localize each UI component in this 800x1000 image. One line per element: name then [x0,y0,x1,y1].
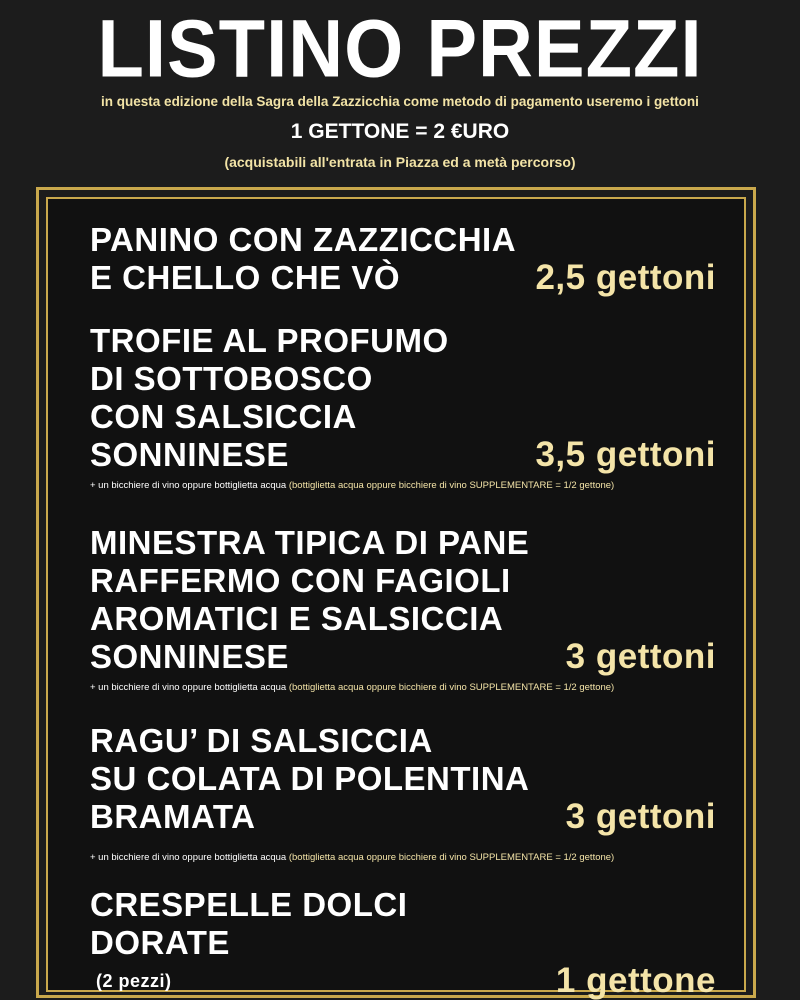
menu-item-line: DORATE [90,924,230,961]
menu-item-line: PANINO CON ZAZZICCHIA [90,221,517,258]
menu-item-line: DI SOTTOBOSCO [90,360,373,397]
menu-item-note [90,682,730,693]
note-text: + un bicchiere di vino oppure bottiglietta acqua [90,852,287,863]
menu-item-line: AROMATICI E SALSICCIA [90,600,504,637]
menu-item-trofie [90,322,730,491]
menu-item-price: 1 gettone [555,961,716,1000]
menu-item-price: 2,5 gettoni [535,258,716,297]
menu-item-price: 3 gettoni [565,797,716,836]
menu-item-note [90,480,730,491]
payment-info: in questa edizione della Sagra della Zazzicchia come metodo di pagamento useremo i gettoni [101,94,699,109]
menu-item-name [90,524,730,676]
menu-item-line: CRESPELLE DOLCI [90,886,408,923]
menu-item-price: 3,5 gettoni [535,435,716,474]
note-supplement: (bottiglietta acqua oppure bicchiere di vino SUPPLEMENTARE = 1/2 gettone) [288,480,615,491]
menu-item-name [90,722,730,836]
menu-item-line: RAGU’ DI SALSICCIA [90,722,433,759]
note-supplement: (bottiglietta acqua oppure bicchiere di vino SUPPLEMENTARE = 1/2 gettone) [288,852,615,863]
menu-item-price: 3 gettoni [565,637,716,676]
menu-item-crespelle [90,886,730,1000]
note-supplement: (bottiglietta acqua oppure bicchiere di vino SUPPLEMENTARE = 1/2 gettone) [288,682,615,693]
menu-item-note [90,852,730,863]
menu-item-quantity: (2 pezzi) [96,971,172,991]
token-exchange-rate: 1 GETTONE = 2 €URO [290,120,510,143]
menu-item-line: RAFFERMO CON FAGIOLI [90,562,511,599]
menu-item-ragu [90,722,730,863]
menu-item-name [90,221,730,297]
purchase-locations: (acquistabili all'entrata in Piazza ed a metà percorso) [224,154,576,170]
note-text: + un bicchiere di vino oppure bottiglietta acqua [90,480,287,491]
note-text: + un bicchiere di vino oppure bottiglietta acqua [90,682,287,693]
menu-item-line: E CHELLO CHE VÒ [90,259,401,296]
page-title: LISTINO PREZZI [97,3,703,96]
menu-item-panino [90,221,730,297]
menu-item-line: CON SALSICCIA [90,398,357,435]
menu-item-line: TROFIE AL PROFUMO [90,322,449,359]
menu-item-name [90,886,730,1000]
menu-item-name [90,322,730,474]
menu-item-line: SU COLATA DI POLENTINA [90,760,530,797]
menu-item-line: BRAMATA [90,798,256,835]
menu-item-line: SONNINESE [90,638,289,675]
menu-item-line: SONNINESE [90,436,289,473]
menu-item-line: MINESTRA TIPICA DI PANE [90,524,530,561]
menu-item-minestra [90,524,730,693]
